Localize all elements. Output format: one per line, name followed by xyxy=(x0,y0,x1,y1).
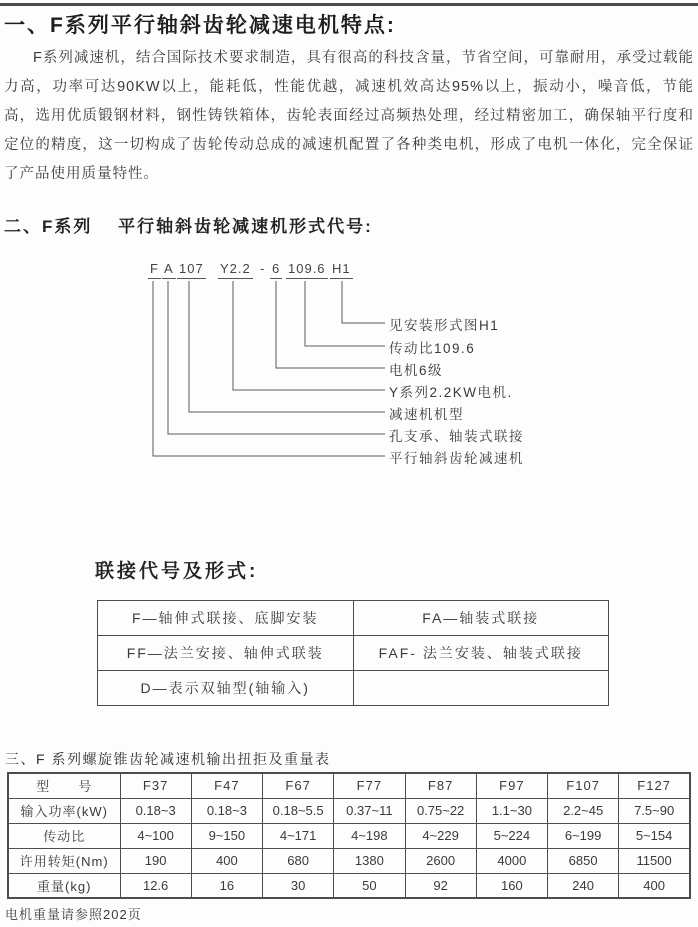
code-label-mounting: 见安装形式图H1 xyxy=(389,318,500,333)
connection-cell: FA—轴装式联接 xyxy=(353,601,609,636)
row-label: 重量(kg) xyxy=(8,873,120,898)
table-header-row xyxy=(8,773,690,798)
value-cell: 1380 xyxy=(334,848,405,873)
value-cell: 30 xyxy=(263,873,334,898)
value-cell: 4000 xyxy=(476,848,547,873)
value-cell: 50 xyxy=(334,873,405,898)
table-row xyxy=(8,873,690,898)
value-cell: 0.18~5.5 xyxy=(263,798,334,823)
value-cell: 5~224 xyxy=(476,823,547,848)
code-segment-series: F xyxy=(148,261,161,279)
code-label-connection: 孔支承、轴装式联接 xyxy=(389,429,524,444)
value-cell: 4~100 xyxy=(120,823,191,848)
value-cell: 16 xyxy=(191,873,262,898)
table-row xyxy=(98,601,609,636)
code-label-poles: 电机6级 xyxy=(389,363,444,378)
row-label: 输入功率(kW) xyxy=(8,798,120,823)
value-cell: 400 xyxy=(191,848,262,873)
code-segment-connection: A xyxy=(162,261,176,279)
value-cell: 190 xyxy=(120,848,191,873)
row-label: 传动比 xyxy=(8,823,120,848)
code-segment-ratio: 109.6 xyxy=(286,261,328,279)
connection-cell: F—轴伸式联接、底脚安装 xyxy=(98,601,354,636)
value-cell: 0.18~3 xyxy=(191,798,262,823)
value-cell: 11500 xyxy=(619,848,690,873)
code-label-series: 平行轴斜齿轮减速机 xyxy=(389,451,524,466)
header-cell: F67 xyxy=(263,773,334,798)
spec-table xyxy=(7,772,691,899)
code-segment-poles: 6 xyxy=(270,261,282,279)
value-cell: 4~198 xyxy=(334,823,405,848)
header-cell: F47 xyxy=(191,773,262,798)
connection-table xyxy=(97,600,609,706)
code-segment-frame: 107 xyxy=(177,261,206,279)
value-cell: 7.5~90 xyxy=(619,798,690,823)
section2-heading: 二、F系列 平行轴斜齿轮减速机形式代号: xyxy=(4,217,373,236)
value-cell: 92 xyxy=(405,873,476,898)
value-cell: 2600 xyxy=(405,848,476,873)
top-divider xyxy=(0,3,698,6)
code-segment-mounting: H1 xyxy=(330,261,353,279)
value-cell: 0.37~11 xyxy=(334,798,405,823)
connection-heading: 联接代号及形式: xyxy=(95,561,259,582)
section3-heading: 三、F 系列螺旋锥齿轮减速机输出扭拒及重量表 xyxy=(5,751,331,767)
value-cell: 400 xyxy=(619,873,690,898)
header-cell: F87 xyxy=(405,773,476,798)
value-cell: 0.18~3 xyxy=(120,798,191,823)
table-row xyxy=(98,636,609,671)
code-label-ratio: 传动比109.6 xyxy=(389,341,476,356)
table-row xyxy=(8,823,690,848)
row-label: 许用转矩(Nm) xyxy=(8,848,120,873)
header-cell: F97 xyxy=(476,773,547,798)
motor-weight-footnote: 电机重量请参照202页 xyxy=(5,907,142,922)
connection-cell xyxy=(353,671,609,706)
value-cell: 240 xyxy=(548,873,619,898)
value-cell: 0.75~22 xyxy=(405,798,476,823)
code-segment-dash: - xyxy=(260,261,266,276)
section1-paragraph: F系列减速机，结合国际技术要求制造，具有很高的科技含量，节省空间，可靠耐用，承受过载能力高，功率可达90KW以上，能耗低，性能优越，减速机效高达95%以上，振动小，噪音低，节能高，选用优质锻钢材料，钢性铸铁箱体，齿轮表面经过高频热处理，经过精密加工，确保轴平行度和定位的精度，这一切构成了齿轮传动总成的减速机配置了各种类电机，形成了电机一体化，完全保证了产品使用质量特性。 xyxy=(4,50,694,182)
value-cell: 6850 xyxy=(548,848,619,873)
value-cell: 4~229 xyxy=(405,823,476,848)
header-cell: F107 xyxy=(548,773,619,798)
value-cell: 160 xyxy=(476,873,547,898)
value-cell: 4~171 xyxy=(263,823,334,848)
header-cell: 型 号 xyxy=(8,773,120,798)
value-cell: 680 xyxy=(263,848,334,873)
header-cell: F37 xyxy=(120,773,191,798)
value-cell: 2.2~45 xyxy=(548,798,619,823)
connection-cell: D—表示双轴型(轴输入) xyxy=(98,671,354,706)
connection-cell: FAF- 法兰安装、轴装式联接 xyxy=(353,636,609,671)
value-cell: 5~154 xyxy=(619,823,690,848)
table-row xyxy=(8,848,690,873)
table-row xyxy=(8,798,690,823)
code-label-frame: 减速机机型 xyxy=(389,407,464,422)
value-cell: 12.6 xyxy=(120,873,191,898)
value-cell: 1.1~30 xyxy=(476,798,547,823)
code-label-motor: Y系列2.2KW电机. xyxy=(389,385,513,400)
header-cell: F77 xyxy=(334,773,405,798)
table-row xyxy=(98,671,609,706)
value-cell: 9~150 xyxy=(191,823,262,848)
value-cell: 6~199 xyxy=(548,823,619,848)
code-segment-motor: Y2.2 xyxy=(218,261,253,279)
section1-heading: 一、F系列平行轴斜齿轮减速电机特点: xyxy=(4,14,396,37)
connection-cell: FF—法兰安接、轴伸式联装 xyxy=(98,636,354,671)
header-cell: F127 xyxy=(619,773,690,798)
